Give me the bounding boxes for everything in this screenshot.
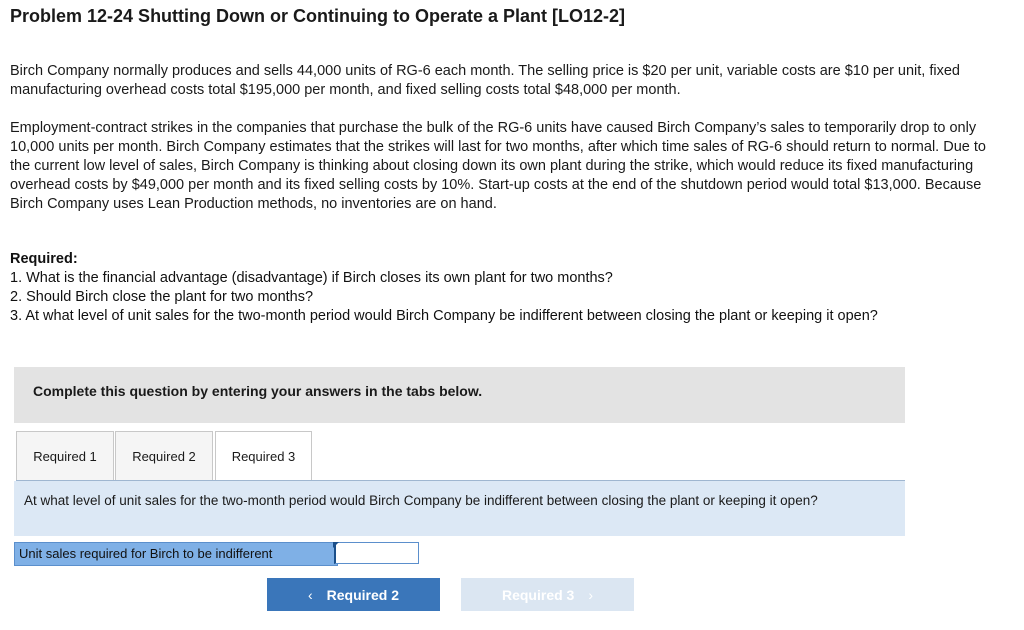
- tab-required-1[interactable]: Required 1: [16, 431, 114, 481]
- problem-paragraph-2: Employment-contract strikes in the companies that purchase the bulk of the RG-6 units have caused Birch Company’s sales to temporarily drop to only 10,000 units per month. Birch Company estimates that the strikes will last for two months, after which time sales of RG-6 should return to normal. Due to the current low level of sales, Birch Company is thinking about closing down its own plant during the strike, which would reduce its fixed manufacturing overhead costs by $49,000 per month and its fixed selling costs by 10%. Start-up costs at the end of the shutdown period would total $13,000. Because Birch Company uses Lean Production methods, no inventories are on hand.: [10, 120, 986, 212]
- problem-paragraph-1: Birch Company normally produces and sells 44,000 units of RG-6 each month. The selling price is $20 per unit, variable costs are $10 per unit, fixed manufacturing overhead costs total $195,000 per month, and fixed selling costs total $48,000 per month.: [10, 63, 960, 98]
- unit-sales-input[interactable]: [334, 542, 419, 564]
- question-panel: [14, 481, 905, 536]
- tab-required-2[interactable]: Required 2: [115, 431, 213, 481]
- instruction-box: [14, 367, 905, 423]
- instruction-text: Complete this question by entering your answers in the tabs below.: [33, 383, 483, 399]
- prev-tab-button[interactable]: [267, 578, 440, 611]
- required-list: [10, 269, 990, 326]
- required-heading: Required:: [10, 251, 78, 267]
- required-item-1: 1. What is the financial advantage (disadvantage) if Birch closes its own plant for two months?: [10, 270, 613, 286]
- chevron-right-icon: ›: [588, 586, 594, 603]
- next-tab-button-label: Required 3: [501, 586, 575, 603]
- tab-required-3[interactable]: Required 3: [215, 431, 312, 482]
- required-item-3: 3. At what level of unit sales for the two-month period would Birch Company be indifferent between closing the plant or keeping it open?: [10, 308, 878, 324]
- prev-tab-button-label: Required 2: [326, 586, 400, 603]
- page-title: Problem 12-24 Shutting Down or Continuing to Operate a Plant [LO12-2]: [10, 6, 626, 26]
- input-marker: [333, 542, 339, 548]
- next-tab-button: [461, 578, 634, 611]
- answer-label: Unit sales required for Birch to be indifferent: [14, 542, 338, 566]
- question-text: At what level of unit sales for the two-month period would Birch Company be indifferent between closing the plant or keeping it open?: [24, 493, 818, 508]
- chevron-left-icon: ‹: [307, 586, 313, 603]
- required-item-2: 2. Should Birch close the plant for two months?: [10, 289, 314, 305]
